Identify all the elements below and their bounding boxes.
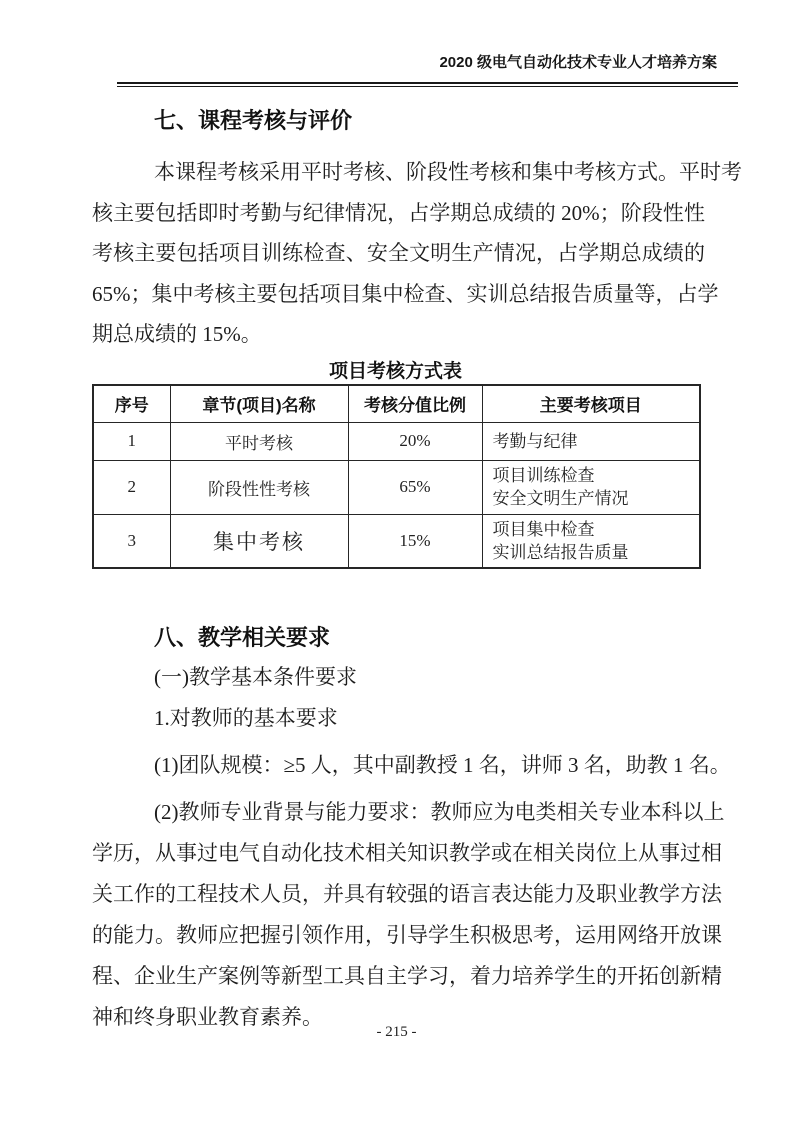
cell-index: 2 <box>93 460 170 514</box>
paragraph-line: 核主要包括即时考勤与纪律情况，占学期总成绩的 20%；阶段性性 <box>92 200 705 225</box>
section-7-paragraph <box>92 152 742 355</box>
section-7-heading: 七、课程考核与评价 <box>154 108 353 133</box>
sub-heading-line: (一)教学基本条件要求 <box>154 664 357 689</box>
paragraph-line: (2)教师专业背景与能力要求：教师应为电类相关专业本科以上 <box>154 799 725 824</box>
paragraph-line: 期总成绩的 15%。 <box>92 322 262 346</box>
assessment-table-body <box>93 422 700 568</box>
table-header-row <box>93 385 700 423</box>
cell-index: 3 <box>93 514 170 568</box>
cell-main-items <box>482 514 700 568</box>
sub-heading-line: 1.对教师的基本要求 <box>154 705 338 730</box>
header-double-rule <box>117 82 738 87</box>
paragraph-line: 的能力。教师应把握引领作用，引导学生积极思考，运用网络开放课 <box>92 922 722 947</box>
column-header: 主要考核项目 <box>482 385 700 423</box>
column-header: 章节(项目)名称 <box>170 385 348 423</box>
section-8-heading: 八、教学相关要求 <box>154 624 331 650</box>
item-line: 安全文明生产情况 <box>492 489 629 508</box>
table-row <box>93 460 700 514</box>
item-line: 考勤与纪律 <box>492 431 578 451</box>
section-8-item-1 <box>92 745 731 786</box>
paragraph-line: 考核主要包括项目训练检查、安全文明生产情况，占学期总成绩的 <box>92 241 705 265</box>
cell-ratio: 15% <box>348 514 482 568</box>
table-caption: 项目考核方式表 <box>328 360 462 382</box>
cell-main-items <box>482 422 700 460</box>
paragraph-line: 神和终身职业教育素养。 <box>92 1004 323 1029</box>
cell-name: 阶段性性考核 <box>170 460 348 514</box>
table-row <box>93 514 700 568</box>
section-8-body <box>92 657 731 1038</box>
paragraph-line: 本课程考核采用平时考核、阶段性考核和集中考核方式。平时考 <box>154 160 742 184</box>
running-header-title: 2020 级电气自动化技术专业人才培养方案 <box>439 54 717 71</box>
assessment-table <box>92 384 701 569</box>
cell-index: 1 <box>93 422 170 460</box>
page-number: - 215 - <box>376 1024 417 1040</box>
cell-name: 平时考核 <box>170 422 348 460</box>
paragraph-line: 65%；集中考核主要包括项目集中检查、实训总结报告质量等，占学 <box>92 281 719 306</box>
column-header: 考核分值比例 <box>348 385 482 423</box>
paragraph-line: (1)团队规模：≥5 人，其中副教授 1 名，讲师 3 名，助教 1 名。 <box>154 752 731 777</box>
paragraph-line: 学历，从事过电气自动化技术相关知识教学或在相关岗位上从事过相 <box>92 840 722 865</box>
cell-ratio: 20% <box>348 422 482 460</box>
section-8-item-2 <box>92 792 725 1038</box>
table-row <box>93 422 700 460</box>
page-content <box>92 108 742 1038</box>
cell-main-items <box>482 460 700 514</box>
item-line: 实训总结报告质量 <box>492 542 629 562</box>
item-line: 项目集中检查 <box>492 519 595 539</box>
paragraph-line: 关工作的工程技术人员，并具有较强的语言表达能力及职业教学方法 <box>92 881 722 906</box>
paragraph-line: 程、企业生产案例等新型工具自主学习，着力培养学生的开拓创新精 <box>92 963 722 988</box>
section-8-subheadings <box>92 657 705 739</box>
cell-name: 集中考核 <box>170 514 348 568</box>
column-header: 序号 <box>93 385 170 423</box>
cell-ratio: 65% <box>348 460 482 514</box>
item-line: 项目训练检查 <box>492 466 595 485</box>
